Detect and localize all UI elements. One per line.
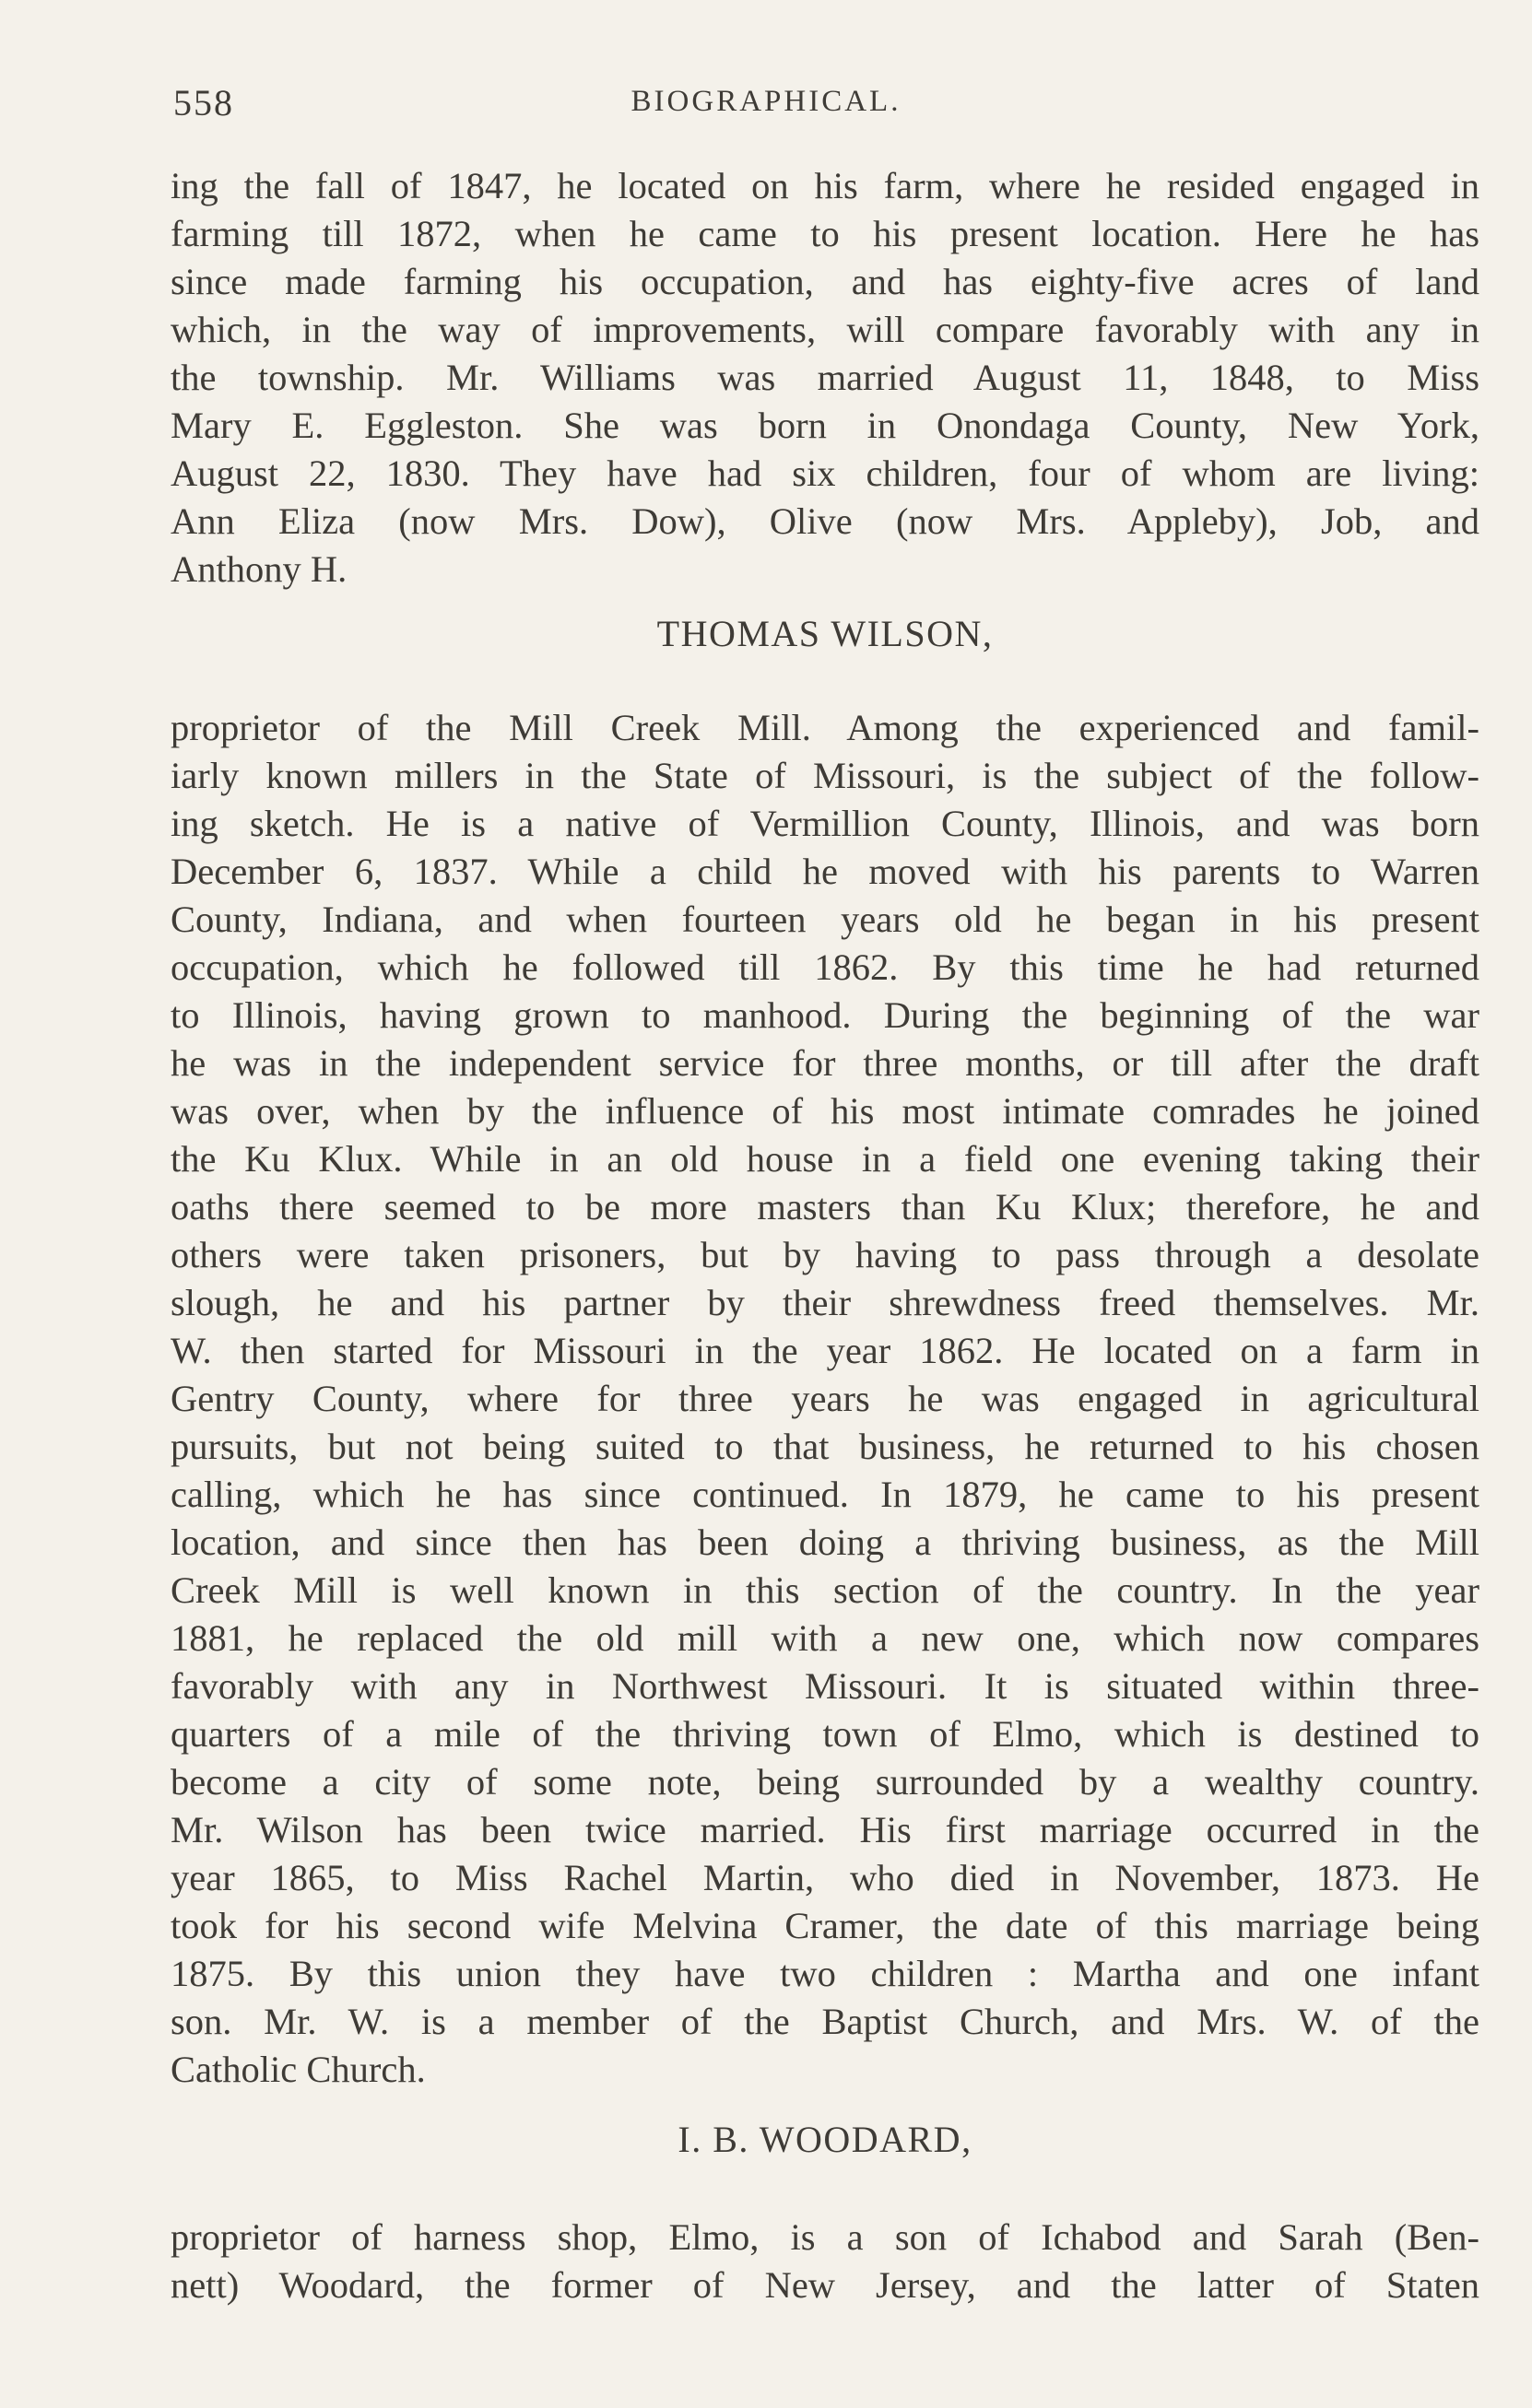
williams-continued-paragraph <box>171 162 1479 593</box>
text-line: he was in the independent service for three months, or till after the draft <box>171 1042 1479 1084</box>
text-line: which, in the way of improvements, will compare favorably with any in <box>171 309 1479 350</box>
text-line: oaths there seemed to be more masters than Ku Klux; therefore, he and <box>171 1186 1479 1227</box>
text-line: iarly known millers in the State of Missouri, is the subject of the follow- <box>171 755 1479 796</box>
spacer <box>171 2169 1479 2214</box>
section-heading-thomas-wilson: THOMAS WILSON, <box>656 613 994 654</box>
text-line: location, and since then has been doing a thriving business, as the Mill <box>171 1521 1479 1563</box>
text-line: August 22, 1830. They have had six children, four of whom are living: <box>171 452 1479 494</box>
text-line: ing the fall of 1847, he located on his farm, where he resided engaged in <box>171 165 1479 206</box>
text-line: was over, when by the influence of his most intimate comrades he joined <box>171 1090 1479 1132</box>
text-line: proprietor of the Mill Creek Mill. Among the experienced and famil- <box>171 707 1479 748</box>
text-line: 1875. By this union they have two children : Martha and one infant <box>171 1953 1479 1994</box>
running-head: BIOGRAPHICAL. <box>630 85 902 118</box>
text-line: Gentry County, where for three years he was engaged in agricultural <box>171 1378 1479 1419</box>
page-number: 558 <box>173 82 234 123</box>
text-line: Mary E. Eggleston. She was born in Onondaga County, New York, <box>171 405 1479 446</box>
text-line: son. Mr. W. is a member of the Baptist Church, and Mrs. W. of the <box>171 2001 1479 2042</box>
text-line: the township. Mr. Williams was married August 11, 1848, to Miss <box>171 357 1479 398</box>
text-line: Creek Mill is well known in this section of the country. In the year <box>171 1569 1479 1611</box>
text-line: since made farming his occupation, and has eighty-five acres of land <box>171 261 1479 302</box>
section-heading-ib-woodard: I. B. WOODARD, <box>678 2119 972 2160</box>
text-line: others were taken prisoners, but by having to pass through a desolate <box>171 1234 1479 1275</box>
woodard-biography-paragraph <box>171 2214 1479 2309</box>
wilson-biography-paragraph <box>171 704 1479 2094</box>
text-line: Anthony H. <box>171 548 348 590</box>
text-line: the Ku Klux. While in an old house in a field one evening taking their <box>171 1138 1479 1180</box>
text-line: W. then started for Missouri in the year 1862. He located on a farm in <box>171 1330 1479 1371</box>
text-line: to Illinois, having grown to manhood. During the beginning of the war <box>171 994 1479 1036</box>
spacer <box>171 664 1479 704</box>
text-line: nett) Woodard, the former of New Jersey, and the latter of Staten <box>171 2264 1479 2306</box>
text-line: took for his second wife Melvina Cramer, the date of this marriage being <box>171 1905 1479 1946</box>
text-line: ing sketch. He is a native of Vermillion County, Illinois, and was born <box>171 803 1479 844</box>
text-line: favorably with any in Northwest Missouri. It is situated within three- <box>171 1665 1479 1707</box>
text-line: proprietor of harness shop, Elmo, is a son of Ichabod and Sarah (Ben- <box>171 2216 1479 2258</box>
text-line: 1881, he replaced the old mill with a new one, which now compares <box>171 1617 1479 1659</box>
text-line: Catholic Church. <box>171 2049 426 2090</box>
text-line: occupation, which he followed till 1862. By this time he had returned <box>171 946 1479 988</box>
text-line: become a city of some note, being surrounded by a wealthy country. <box>171 1761 1479 1803</box>
text-line: County, Indiana, and when fourteen years old he began in his present <box>171 899 1479 940</box>
text-line: December 6, 1837. While a child he moved with his parents to Warren <box>171 851 1479 892</box>
text-column <box>171 162 1479 2309</box>
text-line: Ann Eliza (now Mrs. Dow), Olive (now Mrs. Appleby), Job, and <box>171 500 1479 542</box>
text-line: year 1865, to Miss Rachel Martin, who died in November, 1873. He <box>171 1857 1479 1898</box>
page-header <box>0 81 1532 136</box>
text-line: slough, he and his partner by their shrewdness freed themselves. Mr. <box>171 1282 1479 1323</box>
text-line: pursuits, but not being suited to that business, he returned to his chosen <box>171 1426 1479 1467</box>
text-line: calling, which he has since continued. In 1879, he came to his present <box>171 1474 1479 1515</box>
text-line: Mr. Wilson has been twice married. His first marriage occurred in the <box>171 1809 1479 1850</box>
text-line: quarters of a mile of the thriving town of Elmo, which is destined to <box>171 1713 1479 1755</box>
text-line: farming till 1872, when he came to his present location. Here he has <box>171 213 1479 254</box>
